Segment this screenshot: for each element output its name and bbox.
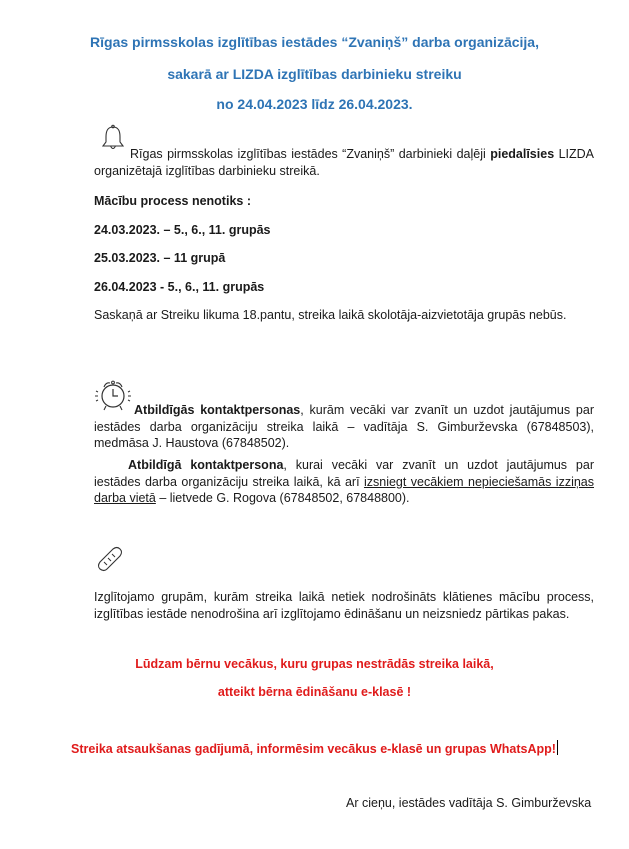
contacts-first-text: , kurām vecāki var zvanīt un uzdot jautājumus par iestādes darba organizāciju streika laikā – vadītāja S. Gimburževska (67848503), medmāsa J. Haustova (67848502). bbox=[94, 403, 594, 450]
document-title-line-2: sakarā ar LIZDA izglītības darbinieku streiku bbox=[167, 66, 462, 82]
contacts-second-text-a: , kurai vecāki var zvanīt un uzdot jautājumus par iestādes darba organizāciju streika laikā, kā arī bbox=[94, 458, 594, 489]
law-paragraph: Saskaņā ar Streiku likuma 18.pantu, streika laikā skolotāja-aizvietotāja grupās nebūs. bbox=[94, 308, 567, 322]
notice-line-1: Lūdzam bērnu vecākus, kuru grupas nestrādās streika laikā, bbox=[135, 657, 494, 671]
contacts-second-bold: Atbildīgā kontaktpersona bbox=[128, 458, 284, 472]
document-title-line-1: Rīgas pirmsskolas izglītības iestādes “Zvaniņš” darba organizācija, bbox=[90, 34, 539, 50]
intro-text-b: LIZDA organizētajā izglītības darbinieku streikā. bbox=[94, 147, 594, 178]
contacts-second-underlined: izsniegt vecākiem nepieciešamās izziņas darba vietā bbox=[94, 474, 594, 505]
contacts-paragraph-1 bbox=[94, 402, 594, 452]
process-date-2: 25.03.2023. – 11 grupā bbox=[94, 251, 226, 265]
process-heading: Mācību process nenotiks : bbox=[94, 194, 251, 208]
contacts-second-text-b: – lietvede G. Rogova (67848502, 67848800). bbox=[155, 491, 410, 505]
signature: Ar cieņu, iestādes vadītāja S. Gimburževska bbox=[346, 796, 592, 810]
process-date-3: 26.04.2023 - 5., 6., 11. grupās bbox=[94, 280, 265, 294]
text-cursor bbox=[557, 740, 558, 755]
process-date-1: 24.03.2023. – 5., 6., 11. grupās bbox=[94, 223, 271, 237]
document-title-line-3: no 24.04.2023 līdz 26.04.2023. bbox=[216, 96, 413, 112]
notice-line-3-text: Streika atsaukšanas gadījumā, informēsim vecākus e-klasē un grupas WhatsApp! bbox=[71, 742, 556, 756]
intro-text-bold: piedalīsies bbox=[490, 147, 555, 161]
intro-paragraph bbox=[94, 146, 594, 179]
notice-line-3 bbox=[0, 740, 629, 756]
intro-text-a: Rīgas pirmsskolas izglītības iestādes “Zvaniņš” darbinieki daļēji bbox=[130, 147, 491, 161]
contacts-first-bold: Atbildīgās kontaktpersonas bbox=[134, 403, 301, 417]
contacts-paragraph-2 bbox=[94, 457, 594, 507]
bread-icon bbox=[94, 545, 124, 580]
notice-line-2: atteikt bērna ēdināšanu e-klasē ! bbox=[217, 685, 412, 699]
meals-paragraph: Izglītojamo grupām, kurām streika laikā netiek nodrošināts klātienes mācību process, izglītības iestāde nenodrošina arī izglītojamo ēdināšanu un neizsniedz pārtikas pakas. bbox=[94, 590, 594, 621]
